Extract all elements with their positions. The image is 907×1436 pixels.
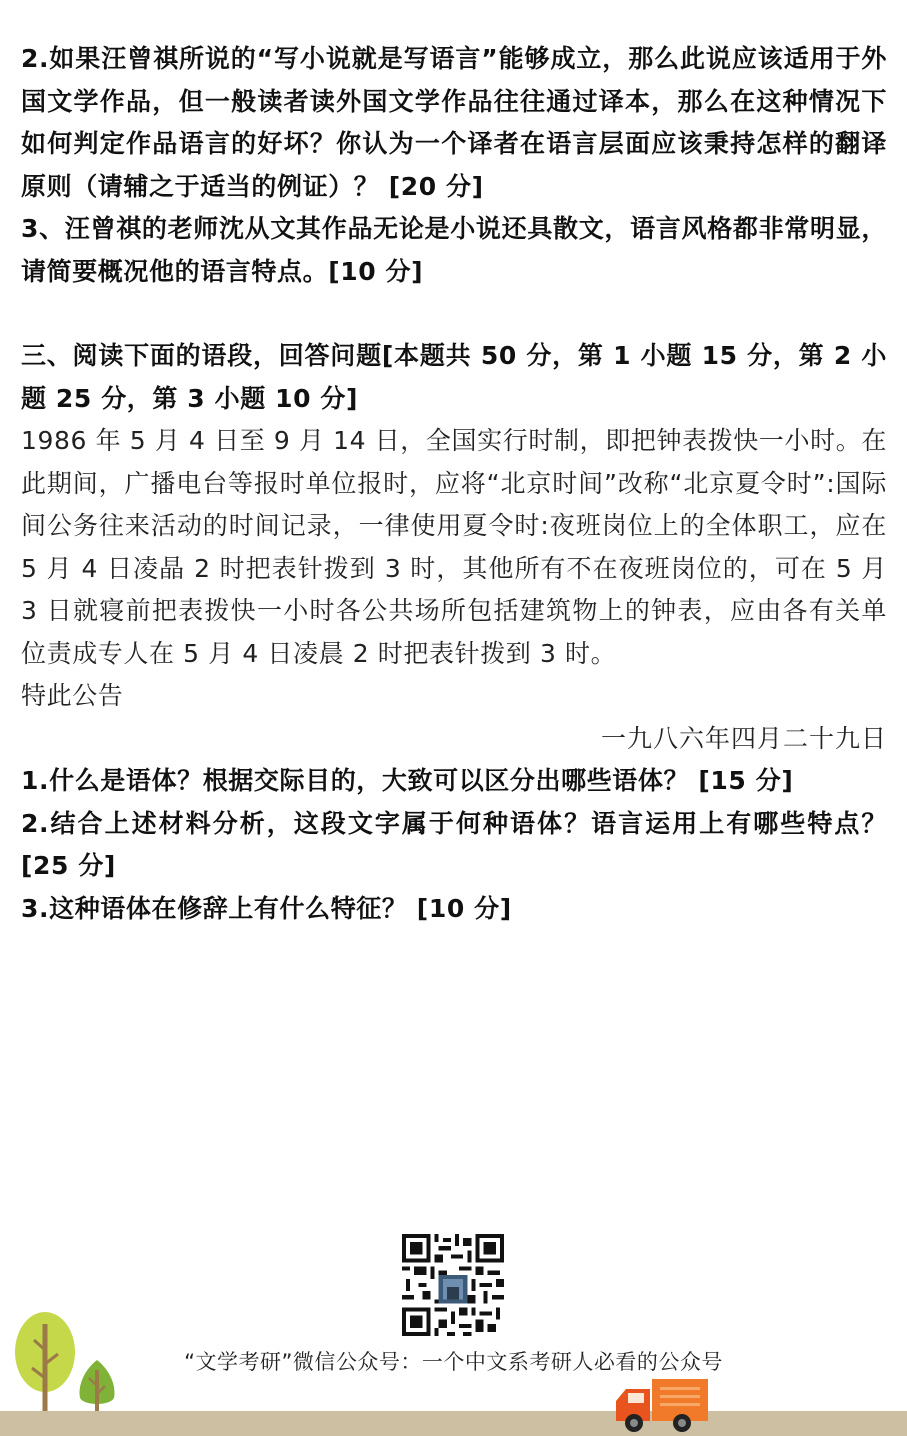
section-3-heading: 三、阅读下面的语段，回答问题[本题共 50 分，第 1 小题 15 分，第 2 小题 25 分，第 3 小题 10 分] (21, 341, 887, 413)
section-3-question-1: 1.什么是语体？根据交际目的，大致可以区分出哪些语体？ [15 分] (21, 766, 794, 795)
document-body (21, 38, 887, 930)
qr-code-icon (402, 1234, 504, 1336)
footer-caption: “文学考研”微信公众号：一个中文系考研人必看的公众号 (184, 1350, 723, 1374)
spacer (21, 293, 887, 335)
question-3: 3、汪曾祺的老师沈从文其作品无论是小说还具散文，语言风格都非常明显，请简要概况他的语言特点。[10 分] (21, 214, 887, 286)
passage-text: 1986 年 5 月 4 日至 9 月 14 日，全国实行时制，即把钟表拨快一小时。在此期间，广播电台等报时单位报时，应将“北京时间”改称“北京夏令时”:国际间公务往来活动的时间记录，一律使用夏令时:夜班岗位上的全体职工，应在 5 月 4 日凌晶 2 时把表针拨到 3 时，其他所有不在夜班岗位的，可在 5 月 3 日就寝前把表拨快一小时各公共场所包括建筑物上的钟表，应由各有关单位责成专人在 5 月 4 日凌晨 2 时把表针拨到 3 时。 (21, 426, 887, 668)
section-3-question-2: 2.结合上述材料分析，这段文字属于何种语体？语言运用上有哪些特点？[25 分] (21, 808, 887, 880)
ground-strip (0, 1411, 907, 1436)
notice-date: 一九八六年四月二十九日 (600, 723, 887, 753)
section-3-question-3: 3.这种语体在修辞上有什么特征？ [10 分] (21, 893, 512, 923)
question-2: 2.如果汪曾祺所说的“写小说就是写语言”能够成立，那么此说应该适用于外国文学作品，但一般读者读外国文学作品往往通过译本，那么在这种情况下如何判定作品语言的好坏？你认为一个译者在语言层面应该秉持怎样的翻译原则（请辅之于适当的例证）？ [20 分] (21, 44, 887, 201)
closing-text: 特此公告 (21, 681, 124, 710)
truck-icon (612, 1377, 710, 1435)
tree-icon (12, 1312, 78, 1422)
